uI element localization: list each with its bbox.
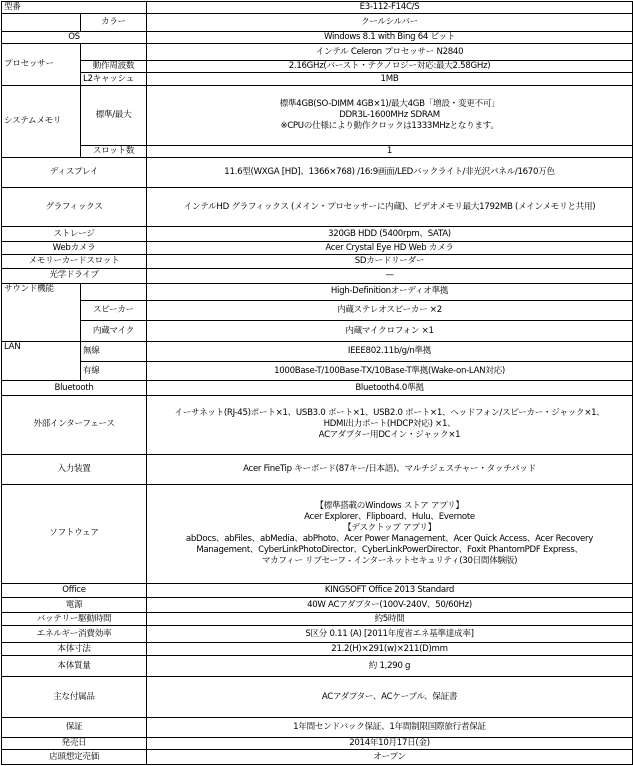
processor-value: インテル Celeron プロセッサー N2840 xyxy=(147,44,633,61)
row-mic xyxy=(2,321,633,342)
sound-empty-cell xyxy=(81,284,147,301)
slots-value: 1 xyxy=(147,145,633,157)
ports-label: 外部インターフェース xyxy=(2,395,147,454)
memory-label: システムメモリ xyxy=(2,85,81,157)
software-value xyxy=(147,484,633,583)
input-value: Acer FineTip キーボード(87キー/日本語)、マルチジェスチャー・タッチパッド xyxy=(147,454,633,484)
row-bluetooth xyxy=(2,381,633,395)
row-processor xyxy=(2,44,633,61)
row-storage xyxy=(2,227,633,241)
processor-empty-cell xyxy=(81,44,147,61)
display-label: ディスプレイ xyxy=(2,158,147,188)
row-display xyxy=(2,158,633,188)
size-value: 21.2(H)×291(w)×211(D)mm xyxy=(147,642,633,655)
row-release xyxy=(2,737,633,749)
row-model xyxy=(2,2,633,14)
optical-label: 光学ドライブ xyxy=(2,268,147,284)
row-slots xyxy=(2,145,633,157)
l2-value: 1MB xyxy=(147,73,633,85)
sound-value: High-Definitionオーディオ準拠 xyxy=(147,284,633,301)
sound-label: サウンド機能 xyxy=(2,284,81,342)
memory-std-value xyxy=(147,85,633,145)
mic-value: 内蔵マイクロフォン ×1 xyxy=(147,321,633,342)
cardslot-value: SDカードリーダー xyxy=(147,255,633,268)
slots-label: スロット数 xyxy=(81,145,147,157)
weight-label: 本体質量 xyxy=(2,656,147,677)
cardslot-label: メモリーカードスロット xyxy=(2,255,147,268)
storage-value: 320GB HDD (5400rpm、SATA) xyxy=(147,227,633,241)
model-label: 型番 xyxy=(2,2,147,14)
power-value: 40W ACアダプター(100V-240V、50/60Hz) xyxy=(147,598,633,612)
input-label: 入力装置 xyxy=(2,454,147,484)
software-line-3: 【デスクトップ アプリ】 xyxy=(343,522,436,533)
webcam-label: Webカメラ xyxy=(2,241,147,254)
price-value: オープン xyxy=(147,750,633,765)
speaker-label: スピーカー xyxy=(81,300,147,321)
ports-line-2: HDMI出力ポート(HDCP対応) ×1、 xyxy=(323,419,456,430)
display-value: 11.6型(WXGA [HD]、1366×768) /16:9画面/LEDバックライト/非光沢パネル/1670万色 xyxy=(147,158,633,188)
row-optical xyxy=(2,268,633,284)
accessories-label: 主な付属品 xyxy=(2,676,147,717)
row-weight xyxy=(2,656,633,677)
row-price xyxy=(2,750,633,765)
spec-table xyxy=(1,1,633,765)
row-size xyxy=(2,642,633,655)
row-wireless xyxy=(2,342,633,362)
accessories-value: ACアダプター、ACケーブル、保証書 xyxy=(147,676,633,717)
row-power xyxy=(2,598,633,612)
row-graphics xyxy=(2,188,633,227)
row-software xyxy=(2,484,633,583)
os-label: OS xyxy=(2,31,147,43)
graphics-label: グラフィックス xyxy=(2,188,147,227)
row-accessories xyxy=(2,676,633,717)
ports-line-3: ACアダプター用DCイン・ジャック×1 xyxy=(318,430,461,441)
battery-value: 約5時間 xyxy=(147,612,633,625)
clock-value: 2.16GHz(バースト・テクノロジー対応:最大2.58GHz) xyxy=(147,60,633,72)
row-l2 xyxy=(2,73,633,85)
memory-line-3: ※CPUの仕様により動作クロックは1333MHzとなります。 xyxy=(280,120,499,131)
software-line-4: abDocs、abFiles、abMedia、abPhoto、Acer Power Management、Acer Quick Access、Acer Recovery xyxy=(185,533,594,544)
row-sound xyxy=(2,284,633,301)
row-webcam xyxy=(2,241,633,254)
row-speaker xyxy=(2,300,633,321)
software-line-5: Management、CyberLinkPhotoDirector、CyberLinkPowerDirector、Foxit PhantomPDF Express、 xyxy=(196,544,583,555)
wired-label: 有線 xyxy=(81,361,147,381)
software-line-1: 【標準搭載のWindows ストア アプリ】 xyxy=(315,500,464,511)
color-value: クールシルバー xyxy=(147,14,633,32)
model-value: E3-112-F14C/S xyxy=(147,2,633,14)
lan-label: LAN xyxy=(2,342,81,381)
speaker-value: 内蔵ステレオスピーカー ×2 xyxy=(147,300,633,321)
warranty-label: 保証 xyxy=(2,718,147,738)
color-label: カラー xyxy=(81,14,147,32)
energy-value: S区分 0.11 (A) [2011年度省エネ基準達成率] xyxy=(147,626,633,643)
l2-label: L2キャッシュ xyxy=(81,73,147,85)
ports-value xyxy=(147,395,633,454)
row-memory xyxy=(2,85,633,145)
ports-line-1: イーサネット(RJ-45)ポート×1、USB3.0 ポート×1、USB2.0 ポート×1、ヘッドフォン/スピーカー・ジャック×1、 xyxy=(174,408,605,419)
memory-line-2: DDR3L-1600MHz SDRAM xyxy=(339,109,440,120)
battery-label: バッテリー駆動時間 xyxy=(2,612,147,625)
graphics-value: インテルHD グラフィックス (メイン・プロセッサーに内蔵)、ビデオメモリ最大1792MB (メインメモリと共用) xyxy=(147,188,633,227)
wireless-value: IEEE802.11b/g/n準拠 xyxy=(147,342,633,362)
software-label: ソフトウェア xyxy=(2,484,147,583)
office-label: Office xyxy=(2,583,147,597)
mic-label: 内蔵マイク xyxy=(81,321,147,342)
row-os xyxy=(2,31,633,43)
wired-value: 1000Base-T/100Base-TX/10Base-T準拠(Wake-on-LAN対応) xyxy=(147,361,633,381)
wireless-label: 無線 xyxy=(81,342,147,362)
processor-label: プロセッサー xyxy=(2,44,81,85)
clock-label: 動作周波数 xyxy=(81,60,147,72)
row-input xyxy=(2,454,633,484)
row-ports xyxy=(2,395,633,454)
row-warranty xyxy=(2,718,633,738)
optical-value: — xyxy=(147,268,633,284)
memory-line-1: 標準4GB(SO-DIMM 4GB×1)/最大4GB「増設・変更不可」 xyxy=(279,98,500,109)
software-line-6: マカフィー リブセーフ - インターネットセキュリティ(30日間体験版) xyxy=(261,555,518,566)
row-office xyxy=(2,583,633,597)
row-cardslot xyxy=(2,255,633,268)
software-line-2: Acer Explorer、Flipboard、Hulu、Evernote xyxy=(304,511,475,522)
row-clock xyxy=(2,60,633,72)
color-empty-cell xyxy=(2,14,81,32)
row-color xyxy=(2,14,633,32)
size-label: 本体寸法 xyxy=(2,642,147,655)
bluetooth-value: Bluetooth4.0準拠 xyxy=(147,381,633,395)
weight-value: 約 1,290 g xyxy=(147,656,633,677)
release-label: 発売日 xyxy=(2,737,147,749)
release-value: 2014年10月17日(金) xyxy=(147,737,633,749)
storage-label: ストレージ xyxy=(2,227,147,241)
office-value: KINGSOFT Office 2013 Standard xyxy=(147,583,633,597)
energy-label: エネルギー消費効率 xyxy=(2,626,147,643)
power-label: 電源 xyxy=(2,598,147,612)
memory-std-label: 標準/最大 xyxy=(81,85,147,145)
price-label: 店頭想定売価 xyxy=(2,750,147,765)
bluetooth-label: Bluetooth xyxy=(2,381,147,395)
os-value: Windows 8.1 with Bing 64 ビット xyxy=(147,31,633,43)
row-wired xyxy=(2,361,633,381)
webcam-value: Acer Crystal Eye HD Web カメラ xyxy=(147,241,633,254)
row-energy xyxy=(2,626,633,643)
warranty-value: 1年間センドバック保証、1年間制限国際旅行者保証 xyxy=(147,718,633,738)
row-battery xyxy=(2,612,633,625)
